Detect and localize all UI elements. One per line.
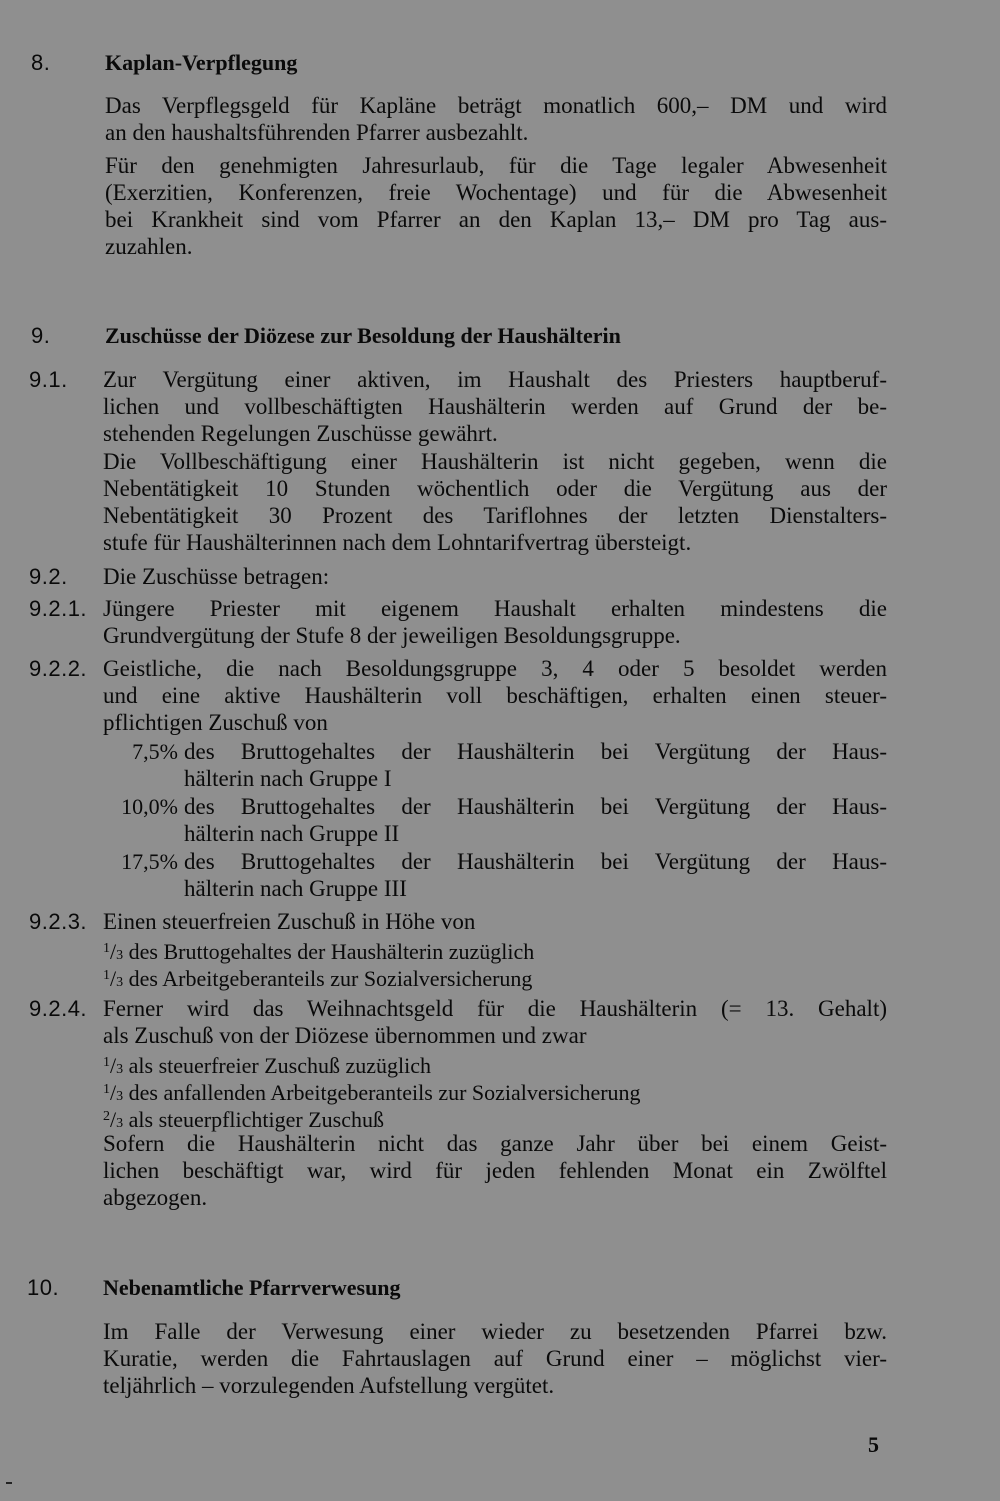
rate-text: hälterin nach Gruppe I (184, 766, 392, 791)
paragraph-line: Das Verpflegsgeld für Kapläne beträgt monatlich 600,– DM und wird (105, 93, 887, 118)
section-heading: Nebenamtliche Pfarrverwesung (103, 1275, 401, 1300)
rate-percent: 10,0% (121, 794, 178, 819)
rate-percent: 7,5% (132, 739, 178, 764)
subsection-number: 9.2.2. (29, 656, 88, 681)
paragraph-line: Die Zuschüsse betragen: (103, 564, 330, 589)
paragraph-line: abgezogen. (103, 1185, 208, 1210)
paragraph-line: stufe für Haushälterinnen nach dem Lohntarifvertrag übersteigt. (103, 530, 692, 555)
section-number: 10. (27, 1275, 60, 1300)
section-number: 8. (31, 50, 51, 75)
paragraph-line: Geistliche, die nach Besoldungsgruppe 3, 4 oder 5 besoldet werden (103, 656, 887, 681)
paragraph-line: lichen beschäftigt war, wird für jeden fehlenden Monat ein Zwölftel (103, 1158, 887, 1183)
section-heading: Zuschüsse der Diözese zur Besoldung der Haushälterin (105, 323, 621, 348)
paragraph-line: bei Krankheit sind vom Pfarrer an den Kaplan 13,– DM pro Tag aus- (105, 207, 887, 232)
paragraph-line: Für den genehmigten Jahresurlaub, für die Tage legaler Abwesenheit (105, 153, 887, 178)
subsection-number: 9.2.1. (29, 596, 88, 621)
section-heading: Kaplan-Verpflegung (105, 50, 298, 75)
paragraph-line: Sofern die Haushälterin nicht das ganze Jahr über bei einem Geist- (103, 1131, 887, 1156)
paragraph-line: Einen steuerfreien Zuschuß in Höhe von (103, 909, 476, 934)
section-number: 9. (31, 323, 51, 348)
paragraph-line: lichen und vollbeschäftigten Haushälterin werden auf Grund der be- (103, 394, 887, 419)
subsection-number: 9.2.4. (29, 996, 88, 1021)
paragraph-line: zuzahlen. (105, 234, 193, 259)
fraction-line: $^1$/3 des Bruttogehaltes der Haushälterin zuzüglich (103, 939, 535, 964)
paragraph-line: Zur Vergütung einer aktiven, im Haushalt des Priesters hauptberuf- (103, 367, 887, 392)
page-number: 5 (868, 1432, 879, 1457)
rate-percent: 17,5% (121, 849, 178, 874)
paragraph-line: und eine aktive Haushälterin voll beschäftigen, erhalten einen steuer- (103, 683, 887, 708)
rate-text: hälterin nach Gruppe III (184, 876, 407, 901)
paragraph-line: Jüngere Priester mit eigenem Haushalt erhalten mindestens die (103, 596, 887, 621)
paragraph-line: Kuratie, werden die Fahrtauslagen auf Grund einer – möglichst vier- (103, 1346, 887, 1371)
paragraph-line: Nebentätigkeit 30 Prozent des Tariflohnes der letzten Dienstalters- (103, 503, 887, 528)
subsection-number: 9.1. (29, 367, 68, 392)
paragraph-line: Nebentätigkeit 10 Stunden wöchentlich oder die Vergütung aus der (103, 476, 887, 501)
rate-text: des Bruttogehaltes der Haushälterin bei Vergütung der Haus- (184, 849, 887, 874)
paragraph-line: (Exerzitien, Konferenzen, freie Wochentage) und für die Abwesenheit (105, 180, 887, 205)
paragraph-line: Im Falle der Verwesung einer wieder zu besetzenden Pfarrei bzw. (103, 1319, 887, 1344)
paragraph-line: stehenden Regelungen Zuschüsse gewährt. (103, 421, 498, 446)
paragraph-line: Ferner wird das Weihnachtsgeld für die Haushälterin (= 13. Gehalt) (103, 996, 887, 1021)
paragraph-line: Die Vollbeschäftigung einer Haushälterin ist nicht gegeben, wenn die (103, 449, 887, 474)
fraction-line: $^1$/3 des anfallenden Arbeitgeberanteils zur Sozialversicherung (103, 1080, 641, 1105)
scan-mark (6, 1482, 12, 1484)
paragraph-line: Grundvergütung der Stufe 8 der jeweiligen Besoldungsgruppe. (103, 623, 681, 648)
paragraph-line: pflichtigen Zuschuß von (103, 710, 328, 735)
paragraph-line: teljährlich – vorzulegenden Aufstellung vergütet. (103, 1373, 555, 1398)
fraction-line: $^1$/3 des Arbeitgeberanteils zur Sozialversicherung (103, 966, 533, 991)
fraction-line: $^1$/3 als steuerfreier Zuschuß zuzüglich (103, 1053, 431, 1078)
rate-text: des Bruttogehaltes der Haushälterin bei Vergütung der Haus- (184, 739, 887, 764)
rate-text: hälterin nach Gruppe II (184, 821, 400, 846)
paragraph-line: an den haushaltsführenden Pfarrer ausbezahlt. (105, 120, 529, 145)
paragraph-line: als Zuschuß von der Diözese übernommen und zwar (103, 1023, 587, 1048)
rate-text: des Bruttogehaltes der Haushälterin bei Vergütung der Haus- (184, 794, 887, 819)
subsection-number: 9.2.3. (29, 909, 88, 934)
fraction-line: $^2$/3 als steuerpflichtiger Zuschuß (103, 1107, 384, 1132)
subsection-number: 9.2. (29, 564, 68, 589)
